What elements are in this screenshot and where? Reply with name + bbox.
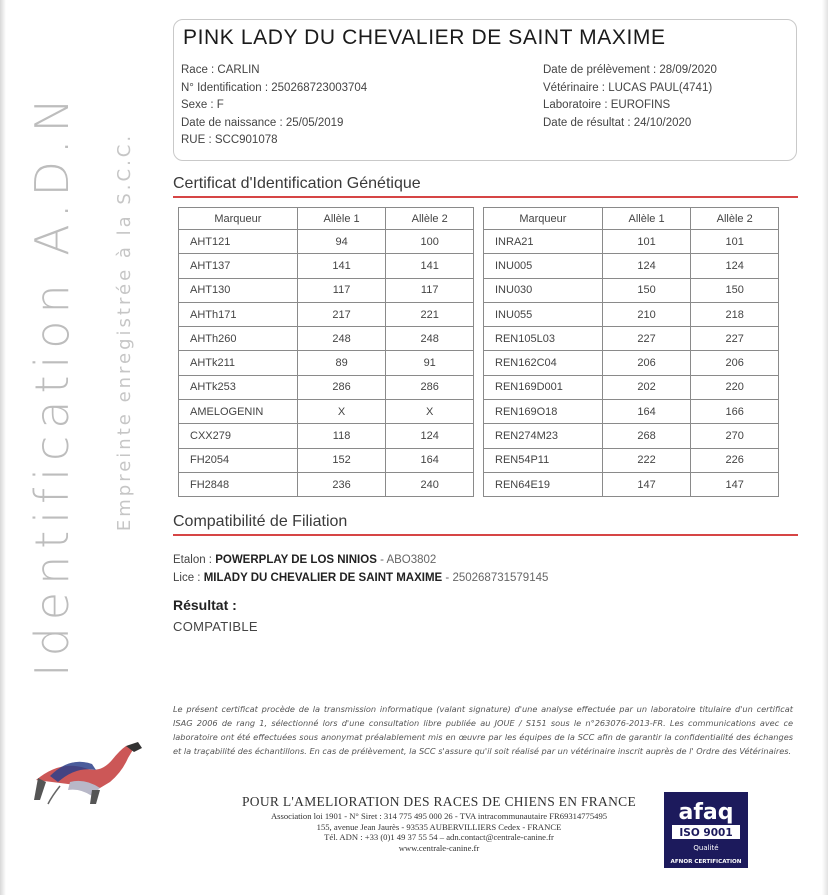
birthdate-line: Date de naissance : 25/05/2019 bbox=[181, 116, 344, 129]
dam-id: - 250268731579145 bbox=[442, 572, 549, 584]
allele-1-cell: 141 bbox=[297, 254, 386, 278]
column-header-marker: Marqueur bbox=[179, 208, 298, 230]
footer-line-address: 155, avenue Jean Jaurès - 93535 AUBERVILLIERS Cedex - FRANCE bbox=[316, 821, 562, 832]
table-row bbox=[484, 351, 779, 375]
result-value: COMPATIBLE bbox=[173, 619, 258, 634]
allele-2-cell: X bbox=[386, 400, 474, 424]
dam-label: Lice : bbox=[173, 572, 204, 584]
marker-cell: INRA21 bbox=[484, 230, 603, 254]
sire-label: Etalon : bbox=[173, 554, 216, 566]
allele-1-cell: 94 bbox=[297, 230, 386, 254]
sampling-date-line: Date de prélèvement : 28/09/2020 bbox=[543, 64, 717, 76]
marker-cell: AMELOGENIN bbox=[179, 400, 298, 424]
allele-2-cell: 270 bbox=[691, 424, 779, 448]
marker-cell: REN169D001 bbox=[484, 375, 603, 399]
marker-cell: AHT121 bbox=[179, 230, 298, 254]
allele-1-cell: 206 bbox=[602, 351, 691, 375]
table-row bbox=[484, 375, 779, 399]
laboratory-line: Laboratoire : EUROFINS bbox=[543, 99, 671, 111]
afaq-quality: Qualité bbox=[693, 844, 719, 852]
breed-line: Race : CARLIN bbox=[181, 64, 260, 76]
identification-line: N° Identification : 250268723003704 bbox=[181, 81, 368, 94]
certificate-title-underline bbox=[173, 196, 798, 198]
allele-2-cell: 100 bbox=[386, 230, 474, 254]
sidebar-subtitle: Empreinte enregistrée à la S.C.C. bbox=[114, 132, 135, 532]
allele-1-cell: 222 bbox=[602, 448, 691, 472]
allele-1-cell: 117 bbox=[297, 278, 386, 302]
legal-disclaimer: Le présent certificat procède de la transmission informatique (valant signature) d'une analyse effectuée par un laboratoire titulaire d'un certificat ISAG 2006 de rang 1, sélectionné lors d'une consultation libre publiée au JOUE / S151 sous le n°263076-2013-FR. Les communications avec ce laboratoire ont été effectuées sous anonymat préalablement mis en œuvre par les équipes de la SCC afin de garantir la confidentialité des échanges et la traçabilité des échantillons. En cas de prélèvement, la SCC s'assure qu'il soit réalisé par un vétérinaire inscrit auprès de l' Ordre des Vétérinaires. bbox=[173, 704, 793, 756]
dog-info-right bbox=[543, 62, 717, 132]
marker-cell: REN64E19 bbox=[484, 472, 603, 496]
table-row bbox=[179, 400, 474, 424]
rue-line: RUE : SCC901078 bbox=[181, 134, 278, 146]
marker-cell: REN169O18 bbox=[484, 400, 603, 424]
sire-line bbox=[173, 554, 436, 566]
allele-1-cell: 152 bbox=[297, 448, 386, 472]
left-page-edge bbox=[0, 0, 6, 895]
sire-id: - ABO3802 bbox=[376, 554, 437, 566]
table-row bbox=[484, 254, 779, 278]
column-header-allele-1: Allèle 1 bbox=[297, 208, 386, 230]
marker-cell: INU005 bbox=[484, 254, 603, 278]
marker-cell: AHTh260 bbox=[179, 327, 298, 351]
table-row bbox=[484, 230, 779, 254]
table-row bbox=[484, 424, 779, 448]
allele-1-cell: 164 bbox=[602, 400, 691, 424]
table-row bbox=[484, 400, 779, 424]
column-header-allele-1: Allèle 1 bbox=[602, 208, 691, 230]
marker-cell: AHT130 bbox=[179, 278, 298, 302]
certificate-title: Certificat d'Identification Génétique bbox=[173, 175, 421, 192]
allele-2-cell: 124 bbox=[386, 424, 474, 448]
allele-1-cell: 118 bbox=[297, 424, 386, 448]
marker-cell: INU055 bbox=[484, 302, 603, 326]
marker-cell: FH2054 bbox=[179, 448, 298, 472]
allele-1-cell: 101 bbox=[602, 230, 691, 254]
allele-2-cell: 286 bbox=[386, 375, 474, 399]
allele-1-cell: 227 bbox=[602, 327, 691, 351]
marker-cell: AHTh171 bbox=[179, 302, 298, 326]
table-row bbox=[179, 351, 474, 375]
allele-2-cell: 101 bbox=[691, 230, 779, 254]
marker-cell: CXX279 bbox=[179, 424, 298, 448]
right-page-edge bbox=[822, 0, 828, 895]
table-header-row bbox=[484, 208, 779, 230]
dam-line bbox=[173, 572, 548, 584]
marker-table-right bbox=[483, 207, 779, 497]
allele-1-cell: 217 bbox=[297, 302, 386, 326]
afaq-iso: ISO 9001 bbox=[679, 827, 733, 839]
table-row bbox=[179, 424, 474, 448]
marker-cell: AHTk253 bbox=[179, 375, 298, 399]
allele-2-cell: 248 bbox=[386, 327, 474, 351]
allele-2-cell: 220 bbox=[691, 375, 779, 399]
column-header-allele-2: Allèle 2 bbox=[386, 208, 474, 230]
allele-2-cell: 226 bbox=[691, 448, 779, 472]
dog-info-box bbox=[173, 19, 797, 161]
column-header-marker: Marqueur bbox=[484, 208, 603, 230]
result-label: Résultat : bbox=[173, 597, 237, 613]
marker-cell: REN105L03 bbox=[484, 327, 603, 351]
allele-1-cell: 89 bbox=[297, 351, 386, 375]
table-row bbox=[484, 278, 779, 302]
table-row bbox=[484, 472, 779, 496]
marker-cell: REN274M23 bbox=[484, 424, 603, 448]
table-row bbox=[179, 327, 474, 351]
marker-cell: INU030 bbox=[484, 278, 603, 302]
afaq-brand: afaq bbox=[678, 800, 734, 825]
table-row bbox=[179, 230, 474, 254]
footer-line-association: Association loi 1901 - N° Siret : 314 775 495 000 26 - TVA intracommunautaire FR69314775495 bbox=[270, 811, 608, 821]
sire-name: POWERPLAY DE LOS NINIOS bbox=[215, 554, 377, 566]
table-row bbox=[179, 302, 474, 326]
table-row bbox=[179, 254, 474, 278]
allele-1-cell: 210 bbox=[602, 302, 691, 326]
allele-2-cell: 117 bbox=[386, 278, 474, 302]
marker-cell: REN162C04 bbox=[484, 351, 603, 375]
allele-1-cell: 248 bbox=[297, 327, 386, 351]
allele-1-cell: 124 bbox=[602, 254, 691, 278]
marker-cell: AHTk211 bbox=[179, 351, 298, 375]
allele-2-cell: 206 bbox=[691, 351, 779, 375]
footer-address bbox=[214, 811, 664, 853]
table-row bbox=[179, 375, 474, 399]
sex-line: Sexe : F bbox=[181, 99, 224, 111]
marker-cell: FH2848 bbox=[179, 472, 298, 496]
allele-2-cell: 124 bbox=[691, 254, 779, 278]
table-row bbox=[484, 448, 779, 472]
footer-line-contact: Tél. ADN : +33 (0)1 49 37 55 54 – adn.contact@centrale-canine.fr bbox=[324, 832, 554, 843]
footer-title: POUR L'AMELIORATION DES RACES DE CHIENS EN FRANCE bbox=[241, 794, 637, 809]
table-row bbox=[179, 472, 474, 496]
allele-2-cell: 227 bbox=[691, 327, 779, 351]
dog-logo-icon bbox=[30, 730, 150, 810]
afaq-iso-logo-icon bbox=[664, 792, 748, 868]
allele-2-cell: 91 bbox=[386, 351, 474, 375]
filiation-title: Compatibilité de Filiation bbox=[173, 513, 348, 530]
allele-2-cell: 150 bbox=[691, 278, 779, 302]
table-header-row bbox=[179, 208, 474, 230]
dog-info-left bbox=[181, 62, 367, 150]
marker-table-left bbox=[178, 207, 474, 497]
allele-2-cell: 141 bbox=[386, 254, 474, 278]
sidebar-title: Identification A.D.N bbox=[25, 91, 79, 677]
table-row bbox=[179, 278, 474, 302]
allele-2-cell: 164 bbox=[386, 448, 474, 472]
marker-cell: AHT137 bbox=[179, 254, 298, 278]
table-row bbox=[179, 448, 474, 472]
allele-1-cell: X bbox=[297, 400, 386, 424]
allele-2-cell: 147 bbox=[691, 472, 779, 496]
table-row bbox=[484, 302, 779, 326]
allele-2-cell: 240 bbox=[386, 472, 474, 496]
allele-1-cell: 286 bbox=[297, 375, 386, 399]
allele-1-cell: 268 bbox=[602, 424, 691, 448]
result-date-line: Date de résultat : 24/10/2020 bbox=[543, 116, 692, 129]
filiation-title-underline bbox=[173, 534, 798, 536]
veterinarian-line: Vétérinaire : LUCAS PAUL(4741) bbox=[543, 81, 713, 94]
marker-cell: REN54P11 bbox=[484, 448, 603, 472]
allele-2-cell: 221 bbox=[386, 302, 474, 326]
table-row bbox=[484, 327, 779, 351]
allele-1-cell: 150 bbox=[602, 278, 691, 302]
allele-1-cell: 147 bbox=[602, 472, 691, 496]
column-header-allele-2: Allèle 2 bbox=[691, 208, 779, 230]
dog-name: PINK LADY DU CHEVALIER DE SAINT MAXIME bbox=[183, 26, 666, 49]
afaq-certification: AFNOR CERTIFICATION bbox=[670, 859, 742, 865]
dam-name: MILADY DU CHEVALIER DE SAINT MAXIME bbox=[203, 572, 443, 584]
footer-line-website: www.centrale-canine.fr bbox=[398, 842, 480, 853]
allele-2-cell: 166 bbox=[691, 400, 779, 424]
allele-1-cell: 236 bbox=[297, 472, 386, 496]
allele-2-cell: 218 bbox=[691, 302, 779, 326]
allele-1-cell: 202 bbox=[602, 375, 691, 399]
